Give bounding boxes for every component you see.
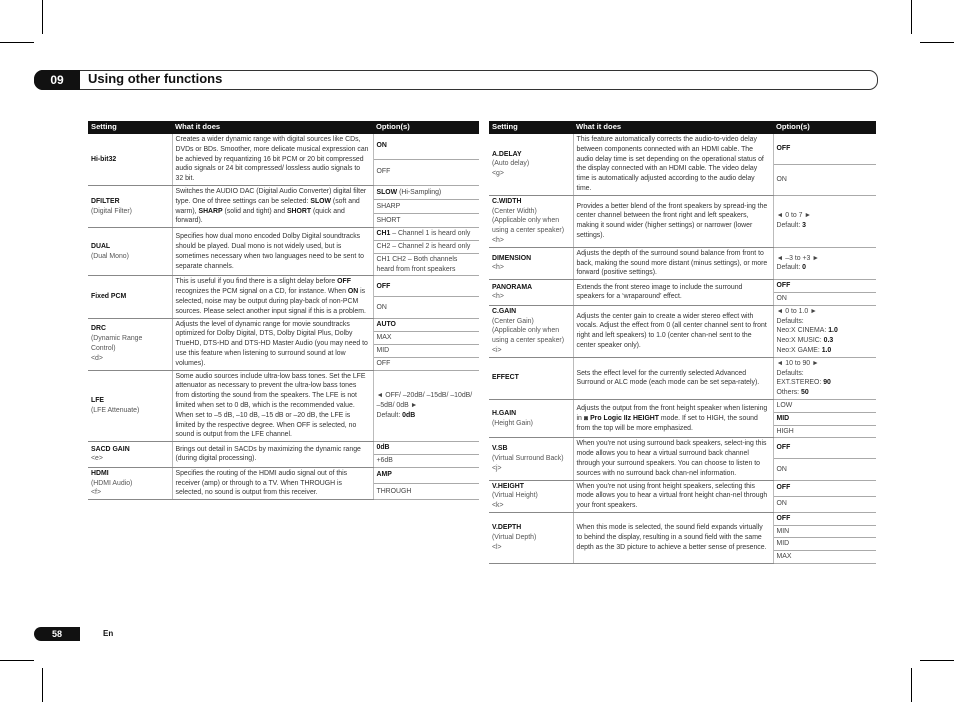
setting-description xyxy=(573,399,773,437)
text-run: OFF xyxy=(376,168,391,176)
setting-option xyxy=(373,240,479,253)
setting-option xyxy=(773,551,876,564)
setting-description xyxy=(172,276,373,318)
table-row xyxy=(489,399,876,412)
table-row xyxy=(88,467,479,483)
emphasized-text: 50 xyxy=(801,389,809,397)
emphasized-text: ON xyxy=(376,142,387,150)
setting-name: DIMENSION xyxy=(492,254,532,262)
text-run: When this mode is selected, the sound field expands virtually to behind the display, resulting in a sound field with the same depth as the 3D picture to achieve a better sense of presence. xyxy=(576,524,767,551)
setting-option xyxy=(773,195,876,247)
table-row xyxy=(88,134,479,159)
col-header-options: Option(s) xyxy=(373,121,479,134)
table-row xyxy=(489,357,876,399)
setting-subtitle: (Applicable only when using a center speaker) xyxy=(492,327,565,345)
setting-name: C.GAIN xyxy=(492,307,517,315)
text-run: OFF xyxy=(376,359,391,367)
text-run: ON xyxy=(776,465,787,473)
setting-option xyxy=(373,357,479,370)
setting-subtitle: (Center Width) xyxy=(492,207,537,215)
crop-mark xyxy=(911,668,912,702)
text-run: Default: xyxy=(776,222,803,230)
table-row xyxy=(489,280,876,293)
setting-option xyxy=(773,292,876,305)
table-row xyxy=(88,228,479,241)
setting-option xyxy=(373,297,479,318)
text-run: ◄ 0 to 7 ► xyxy=(776,212,812,220)
setting-name-cell xyxy=(489,305,573,357)
setting-name: H.GAIN xyxy=(492,409,517,417)
setting-name-cell xyxy=(88,318,172,370)
text-run: Adjusts the level of dynamic range for movie soundtracks optimized for Dolby Digital, DTS, Dolby Digital Plus, Dolby TrueHD, DTS-HD and DTS-HD Master Audio (you may need to use this feature when listening to surround sound at low volumes). xyxy=(175,320,368,367)
setting-description xyxy=(172,370,373,442)
table-row xyxy=(489,480,876,496)
setting-subtitle: <k> xyxy=(492,502,504,510)
text-run: (quick and forward). xyxy=(175,207,345,225)
setting-subtitle: (Virtual Depth) xyxy=(492,534,537,542)
setting-option xyxy=(373,185,479,199)
setting-name: Hi-bit32 xyxy=(91,155,117,163)
setting-option xyxy=(773,525,876,538)
setting-subtitle: <i> xyxy=(492,346,502,354)
setting-option xyxy=(773,512,876,525)
emphasized-text: 3 xyxy=(802,222,807,230)
setting-option xyxy=(373,344,479,357)
setting-option xyxy=(773,399,876,412)
setting-option xyxy=(373,454,479,467)
emphasized-text: 0 xyxy=(802,264,807,272)
setting-name: V.DEPTH xyxy=(492,524,522,532)
setting-option xyxy=(373,253,479,276)
text-run: CH2 – Channel 2 is heard only xyxy=(376,242,471,250)
text-run: is selected, noise may be output during play-back of non-PCM sources. Please select another input signal if this is a problem. xyxy=(175,288,366,315)
emphasized-text: 1.0 xyxy=(828,327,838,335)
table-row xyxy=(489,305,876,357)
text-run: Default: xyxy=(376,411,403,419)
setting-subtitle: <j> xyxy=(492,464,502,472)
emphasized-text: SHORT xyxy=(286,207,312,215)
crop-mark xyxy=(0,42,34,43)
emphasized-text: ON xyxy=(347,288,359,296)
text-run: CH1 CH2 – Both channels heard from front speakers xyxy=(376,255,458,273)
setting-name-cell xyxy=(88,185,172,227)
table-row xyxy=(88,185,479,199)
setting-name-cell xyxy=(489,399,573,437)
setting-option xyxy=(773,164,876,195)
setting-name-cell xyxy=(489,512,573,563)
setting-name-cell xyxy=(88,228,172,276)
page-title: Using other functions xyxy=(88,71,223,86)
col-header-what: What it does xyxy=(172,121,373,134)
table-row xyxy=(88,442,479,455)
text-run: Neo:X GAME: xyxy=(776,346,822,354)
setting-description xyxy=(573,480,773,512)
setting-option xyxy=(373,228,479,241)
setting-description xyxy=(573,438,773,480)
emphasized-text: OFF xyxy=(776,484,791,492)
text-run: Adjusts the center gain to create a wider stereo effect with vocals. Adjust the effect from 0 (all center channel sent to front right and left speakers) to 1.0 (center chan-nel sent to the center speaker only). xyxy=(576,312,767,350)
setting-subtitle: <l> xyxy=(492,543,502,551)
setting-option xyxy=(373,318,479,331)
setting-subtitle: (Virtual Height) xyxy=(492,492,538,500)
setting-description xyxy=(172,185,373,227)
text-run: Extends the front stereo image to include the surround speakers for a ‘wraparound’ effect. xyxy=(576,283,743,301)
col-header-what: What it does xyxy=(573,121,773,134)
text-run: Creates a wider dynamic range with digital sources like CDs, DVDs or BDs. Smoother, more delicate musical expression can be achieved by requantizing 16 bit PCM or 20 bit compressed audio signals or 24 bit compressed/ lossless audio signals to 32 bit. xyxy=(175,136,369,183)
emphasized-text: 0dB xyxy=(376,444,390,452)
setting-name-cell xyxy=(489,280,573,306)
emphasized-text: AMP xyxy=(376,471,392,479)
setting-description xyxy=(573,247,773,279)
text-run: HIGH xyxy=(776,427,794,435)
setting-subtitle: (Auto delay) xyxy=(492,160,530,168)
text-run: Defaults: xyxy=(776,317,804,325)
emphasized-text: 1.0 xyxy=(821,346,832,354)
text-run: ◄ 0 to 1.0 ► xyxy=(776,307,817,315)
crop-mark xyxy=(0,660,34,661)
settings-table-right xyxy=(489,121,876,564)
page-number: 58 xyxy=(34,627,80,641)
emphasized-text: SHARP xyxy=(198,207,223,215)
emphasized-text: OFF xyxy=(376,282,391,290)
text-run: SHARP xyxy=(376,202,401,210)
setting-description xyxy=(573,305,773,357)
setting-description xyxy=(172,467,373,499)
crop-mark xyxy=(911,0,912,34)
setting-description xyxy=(573,512,773,563)
text-run: (soft and warm), xyxy=(175,197,360,215)
text-run: Others: xyxy=(776,389,802,397)
setting-name-cell xyxy=(88,134,172,185)
text-run: MIN xyxy=(776,527,790,535)
emphasized-text: CH1 xyxy=(376,230,391,238)
setting-subtitle: (Center Gain) xyxy=(492,317,534,325)
text-run: Specifies how dual mono encoded Dolby Digital soundtracks should be played. Dual mono is not widely used, but is sometimes necessary when two languages need to be sent to separate channels. xyxy=(175,233,364,270)
setting-option xyxy=(373,442,479,455)
setting-name: PANORAMA xyxy=(492,283,533,291)
text-run: ◄ –3 to +3 ► xyxy=(776,254,820,262)
setting-option xyxy=(773,134,876,164)
setting-name: V.HEIGHT xyxy=(492,482,524,490)
setting-subtitle: <h> xyxy=(492,236,504,244)
text-run: ◄ 10 to 90 ► xyxy=(776,359,819,367)
text-run: ON xyxy=(776,175,787,183)
setting-name-cell xyxy=(489,195,573,247)
table-row xyxy=(489,247,876,279)
emphasized-text: 90 xyxy=(823,379,831,387)
text-run: Neo:X CINEMA: xyxy=(776,327,829,335)
emphasized-text: 0.3 xyxy=(823,337,834,345)
col-header-setting: Setting xyxy=(489,121,573,134)
setting-option xyxy=(773,538,876,551)
setting-description xyxy=(172,228,373,276)
setting-option xyxy=(773,496,876,512)
setting-subtitle: <h> xyxy=(492,264,504,272)
text-run: Provides a better blend of the front speakers by spread-ing the center channel between the front right and left speakers, making it sound wider (higher settings) or narrower (lower settings). xyxy=(576,202,768,240)
text-run: mode. If set to HIGH, the sound from the top will be more emphasized. xyxy=(576,414,758,432)
text-run: Adjusts the depth of the surround sound balance from front to back, making the sound more distant (minus settings), or more forward (positive settings). xyxy=(576,249,768,277)
setting-subtitle: (Height Gain) xyxy=(492,419,533,427)
text-run: Brings out detail in SACDs by maximizing the dynamic range (during digital processing). xyxy=(175,445,361,463)
setting-subtitle: (LFE Attenuate) xyxy=(91,406,140,414)
setting-option xyxy=(773,438,876,459)
text-run: THROUGH xyxy=(376,487,412,495)
setting-subtitle: (HDMI Audio) xyxy=(91,479,133,487)
setting-option xyxy=(773,459,876,480)
setting-name: DRC xyxy=(91,325,106,333)
text-run: Adjusts the output from the front height speaker when listening in xyxy=(576,404,768,422)
text-run: Switches the AUDIO DAC (Digital Audio Converter) digital filter type. One of three settings can be selected: xyxy=(175,187,367,205)
col-header-setting: Setting xyxy=(88,121,172,134)
text-run: ON xyxy=(776,294,787,302)
text-run: (Hi-Sampling) xyxy=(397,188,442,196)
text-run: This feature automatically corrects the audio-to-video delay between components connected with an HDMI cable. The audio delay time is set depending on the operational status of the display connected with an HDMI cable. The video delay time is automatically adjusted according to the audio delay time. xyxy=(576,136,764,192)
text-run: (solid and tight) and xyxy=(222,207,287,215)
setting-description xyxy=(172,134,373,185)
setting-option xyxy=(373,134,479,159)
setting-name: A.DELAY xyxy=(492,150,522,158)
setting-description xyxy=(573,280,773,306)
setting-description xyxy=(573,134,773,195)
text-run: MAX xyxy=(776,553,792,561)
setting-description xyxy=(573,195,773,247)
table-row xyxy=(489,195,876,247)
table-row xyxy=(88,370,479,442)
emphasized-text: SLOW xyxy=(310,197,332,205)
table-row xyxy=(88,276,479,297)
setting-name: V.SB xyxy=(492,445,508,453)
setting-option xyxy=(373,159,479,185)
text-run: MID xyxy=(776,540,790,548)
text-run: – Channel 1 is heard only xyxy=(390,230,471,238)
setting-option xyxy=(373,483,479,499)
setting-option xyxy=(773,280,876,293)
emphasized-text: MID xyxy=(776,414,790,422)
text-run: ON xyxy=(376,303,387,311)
text-run: +6dB xyxy=(376,456,393,464)
setting-subtitle: <g> xyxy=(492,170,504,178)
table-row xyxy=(489,134,876,164)
table-row xyxy=(88,318,479,331)
emphasized-text: SLOW xyxy=(376,188,398,196)
crop-mark xyxy=(920,42,954,43)
setting-name: Fixed PCM xyxy=(91,293,127,301)
setting-description xyxy=(172,318,373,370)
chapter-number: 09 xyxy=(34,70,80,90)
text-run: Specifies the routing of the HDMI audio signal out of this receiver (amp) or through to a TV. When THROUGH is selected, no sound is output from this receiver. xyxy=(175,469,348,497)
emphasized-text: ⧈ Pro Logic IIz HEIGHT xyxy=(583,414,659,422)
setting-subtitle: (Applicable only when using a center speaker) xyxy=(492,217,565,235)
emphasized-text: OFF xyxy=(337,278,351,286)
setting-name-cell xyxy=(88,442,172,468)
setting-option xyxy=(773,480,876,496)
setting-name-cell xyxy=(489,134,573,195)
setting-subtitle: (Dynamic Range Control) xyxy=(91,335,143,353)
setting-subtitle: (Digital Filter) xyxy=(91,207,132,215)
setting-option xyxy=(773,305,876,357)
text-run: Neo:X MUSIC: xyxy=(776,337,824,345)
setting-name: DFILTER xyxy=(91,197,120,205)
setting-name-cell xyxy=(489,247,573,279)
crop-mark xyxy=(42,0,43,34)
setting-option xyxy=(373,370,479,442)
text-run: Sets the effect level for the currently selected Advanced Surround or ALC mode (each mode can be set sepa-rately). xyxy=(576,369,760,387)
text-run: When you’re not using surround back speakers, select-ing this mode allows you to hear a virtual surround back channel through your surround speakers. You can choose to listen to sources with no surround back chan-nel information. xyxy=(576,440,767,477)
setting-option xyxy=(773,412,876,425)
setting-option xyxy=(373,214,479,228)
setting-description xyxy=(172,442,373,468)
setting-option xyxy=(773,357,876,399)
setting-name-cell xyxy=(88,467,172,499)
setting-subtitle: <e> xyxy=(91,455,103,463)
text-run: ◄ OFF/ –20dB/ –15dB/ –10dB/ –5dB/ 0dB ► xyxy=(376,392,473,409)
setting-option xyxy=(773,425,876,438)
setting-name-cell xyxy=(88,370,172,442)
text-run: SHORT xyxy=(376,216,401,224)
setting-option xyxy=(773,247,876,279)
setting-name-cell xyxy=(489,357,573,399)
settings-table-left xyxy=(88,121,479,500)
setting-option xyxy=(373,467,479,483)
setting-name: C.WIDTH xyxy=(492,197,522,205)
text-run: MAX xyxy=(376,333,392,341)
setting-name-cell xyxy=(88,276,172,318)
col-header-options: Option(s) xyxy=(773,121,876,134)
emphasized-text: 0dB xyxy=(402,411,416,419)
setting-name: DUAL xyxy=(91,242,111,250)
emphasized-text: AUTO xyxy=(376,320,396,328)
setting-subtitle: <d> xyxy=(91,354,103,362)
language-label: En xyxy=(103,629,114,638)
setting-subtitle: <f> xyxy=(91,489,101,497)
setting-option xyxy=(373,276,479,297)
setting-option xyxy=(373,200,479,214)
setting-name-cell xyxy=(489,480,573,512)
setting-name: HDMI xyxy=(91,469,109,477)
text-run: This is useful if you find there is a slight delay before xyxy=(175,278,338,286)
setting-name: LFE xyxy=(91,397,105,405)
text-run: Defaults: xyxy=(776,369,804,377)
setting-option xyxy=(373,331,479,344)
emphasized-text: OFF xyxy=(776,282,791,290)
table-row xyxy=(489,512,876,525)
setting-name: SACD GAIN xyxy=(91,445,130,453)
text-run: EXT.STEREO: xyxy=(776,379,824,387)
text-run: When you’re not using front height speakers, selecting this mode allows you to hear a virtual front height chan-nel through your front speakers. xyxy=(576,482,768,510)
emphasized-text: OFF xyxy=(776,444,791,452)
setting-name: EFFECT xyxy=(492,374,519,382)
setting-name-cell xyxy=(489,438,573,480)
text-run: LOW xyxy=(776,401,793,409)
emphasized-text: OFF xyxy=(776,514,791,522)
text-run: ON xyxy=(776,500,787,508)
text-run: recognizes the PCM signal on a CD, for instance. When xyxy=(175,288,348,296)
table-row xyxy=(489,438,876,459)
setting-subtitle: (Virtual Surround Back) xyxy=(492,455,564,462)
setting-subtitle: <h> xyxy=(492,293,504,301)
emphasized-text: OFF xyxy=(776,144,791,152)
crop-mark xyxy=(920,660,954,661)
setting-subtitle: (Dual Mono) xyxy=(91,252,129,260)
text-run: Default: xyxy=(776,264,803,272)
crop-mark xyxy=(42,668,43,702)
text-run: MID xyxy=(376,346,390,354)
text-run: Some audio sources include ultra-low bass tones. Set the LFE attenuator as necessary to prevent the ultra-low bass tones from distorting the sound from the speakers. The LFE is not limited when set to 0 dB, which is the recommended value. When set to –5 dB, –10 dB, –15 dB or –20 dB, the LFE is limited by the respective degree. When OFF is selected, no sound is output from the LFE channel. xyxy=(175,372,366,439)
setting-description xyxy=(573,357,773,399)
